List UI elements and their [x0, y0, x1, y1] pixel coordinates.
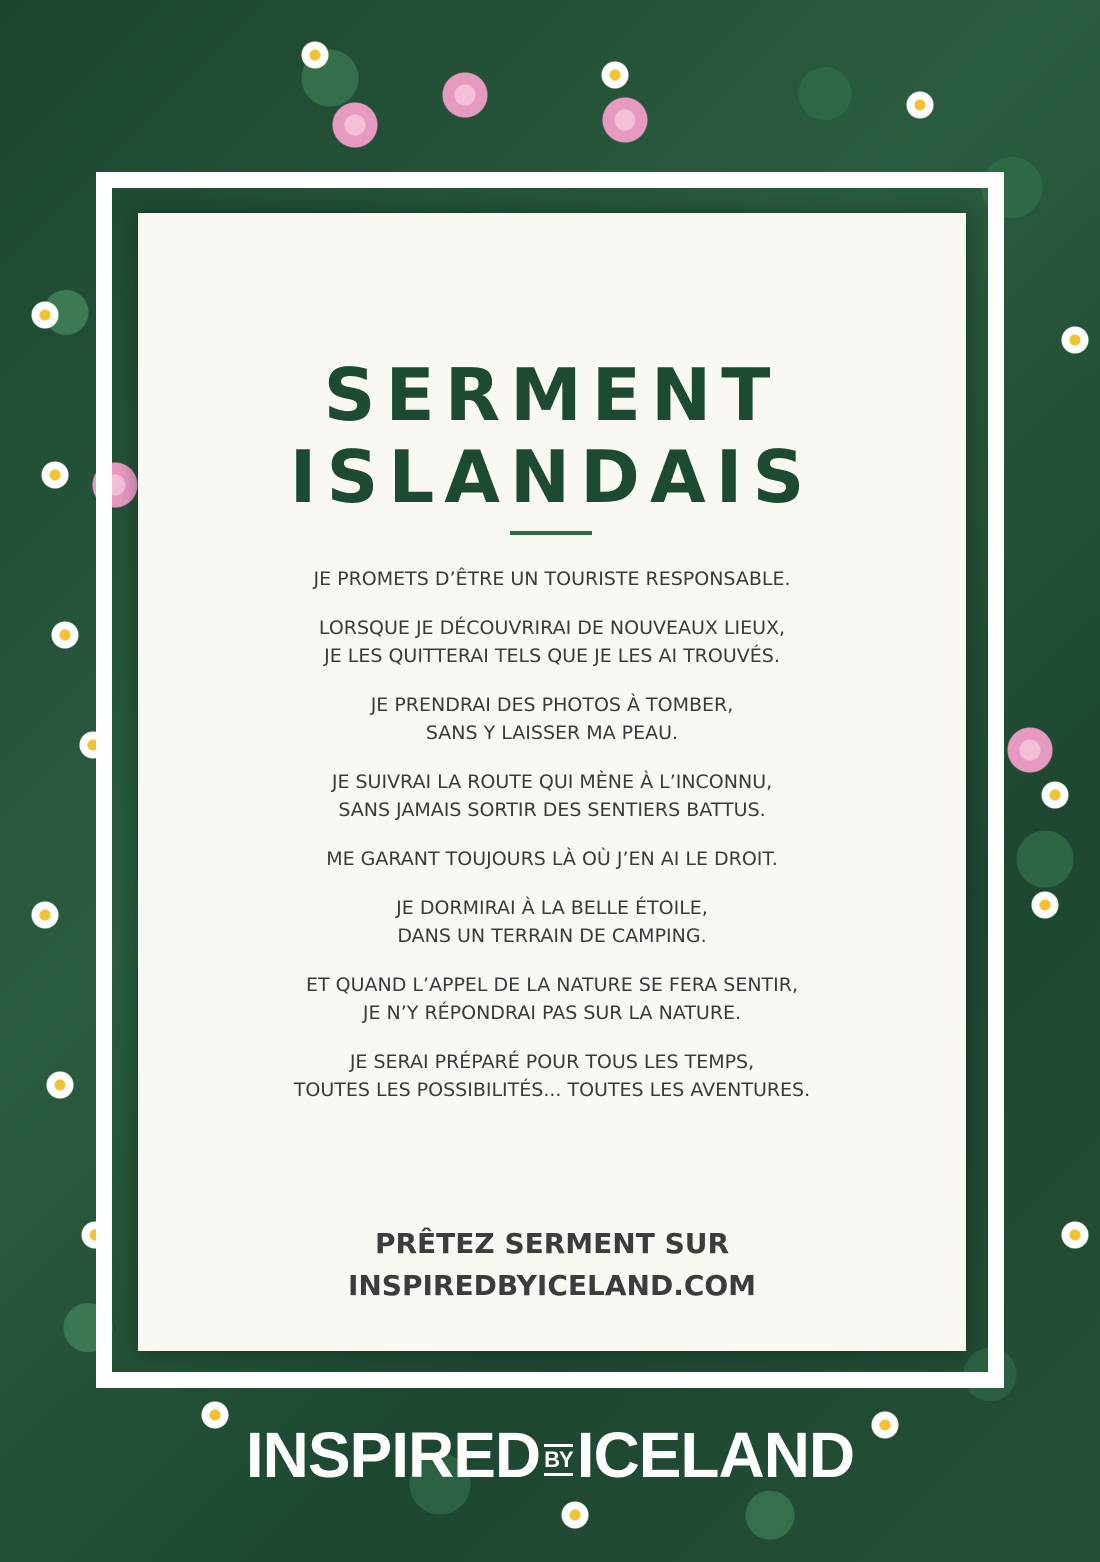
daisy-decoration [600, 60, 630, 90]
daisy-decoration [1040, 780, 1070, 810]
oath-stanza [138, 691, 966, 747]
oath-line: JE DORMIRAI À LA BELLE ÉTOILE, [396, 897, 708, 919]
clover-flower-decoration [330, 100, 380, 150]
daisy-decoration [905, 90, 935, 120]
oath-card [138, 213, 966, 1351]
oath-stanza [138, 894, 966, 950]
daisy-decoration [1060, 325, 1090, 355]
clover-flower-decoration [440, 70, 490, 120]
oath-line: JE PRENDRAI DES PHOTOS À TOMBER, [370, 694, 734, 716]
title-line-2: ISLANDAIS [289, 435, 815, 519]
oath-stanza [138, 614, 966, 670]
daisy-decoration [45, 1070, 75, 1100]
oath-line: JE SUIVRAI LA ROUTE QUI MÈNE À L’INCONNU, [331, 771, 773, 793]
logo-part-by: BY [544, 1444, 573, 1476]
oath-stanza [138, 768, 966, 824]
oath-line: JE SERAI PRÉPARÉ POUR TOUS LES TEMPS, [349, 1051, 755, 1073]
title-line-1: SERMENT [323, 353, 781, 437]
oath-line: JE N’Y RÉPONDRAI PAS SUR LA NATURE. [362, 1002, 742, 1024]
oath-stanza [138, 1048, 966, 1104]
daisy-decoration [30, 300, 60, 330]
oath-stanza [138, 565, 966, 593]
daisy-decoration [30, 900, 60, 930]
oath-text [138, 565, 966, 1125]
daisy-decoration [1030, 890, 1060, 920]
cta-url[interactable]: INSPIREDBYICELAND.COM [347, 1269, 757, 1302]
oath-line: SANS JAMAIS SORTIR DES SENTIERS BATTUS. [338, 799, 766, 821]
oath-line: TOUTES LES POSSIBILITÉS... TOUTES LES AVENTURES. [293, 1079, 811, 1101]
title-divider [510, 531, 592, 535]
call-to-action [138, 1223, 966, 1307]
oath-line: JE PROMETS D’ÊTRE UN TOURISTE RESPONSABLE. [313, 568, 791, 590]
oath-stanza [138, 971, 966, 1027]
oath-line: LORSQUE JE DÉCOUVRIRAI DE NOUVEAUX LIEUX, [318, 617, 786, 639]
clover-flower-decoration [600, 95, 650, 145]
cta-line-1: PRÊTEZ SERMENT SUR [374, 1227, 730, 1260]
daisy-decoration [50, 620, 80, 650]
oath-line: ME GARANT TOUJOURS LÀ OÙ J’EN AI LE DROIT. [326, 848, 778, 870]
daisy-decoration [300, 40, 330, 70]
clover-flower-decoration [1005, 725, 1055, 775]
oath-line: ET QUAND L’APPEL DE LA NATURE SE FERA SENTIR, [305, 974, 799, 996]
daisy-decoration [1060, 1220, 1090, 1250]
oath-line: DANS UN TERRAIN DE CAMPING. [397, 925, 707, 947]
logo-part-inspired: INSPIRED [245, 1419, 541, 1491]
inspired-by-iceland-logo [0, 1418, 1100, 1492]
oath-stanza [138, 845, 966, 873]
logo-part-iceland: ICELAND [576, 1419, 855, 1491]
oath-line: JE LES QUITTERAI TELS QUE JE LES AI TROUVÉS. [324, 645, 780, 667]
daisy-decoration [40, 460, 70, 490]
oath-line: SANS Y LAISSER MA PEAU. [425, 722, 679, 744]
daisy-decoration [560, 1500, 590, 1530]
